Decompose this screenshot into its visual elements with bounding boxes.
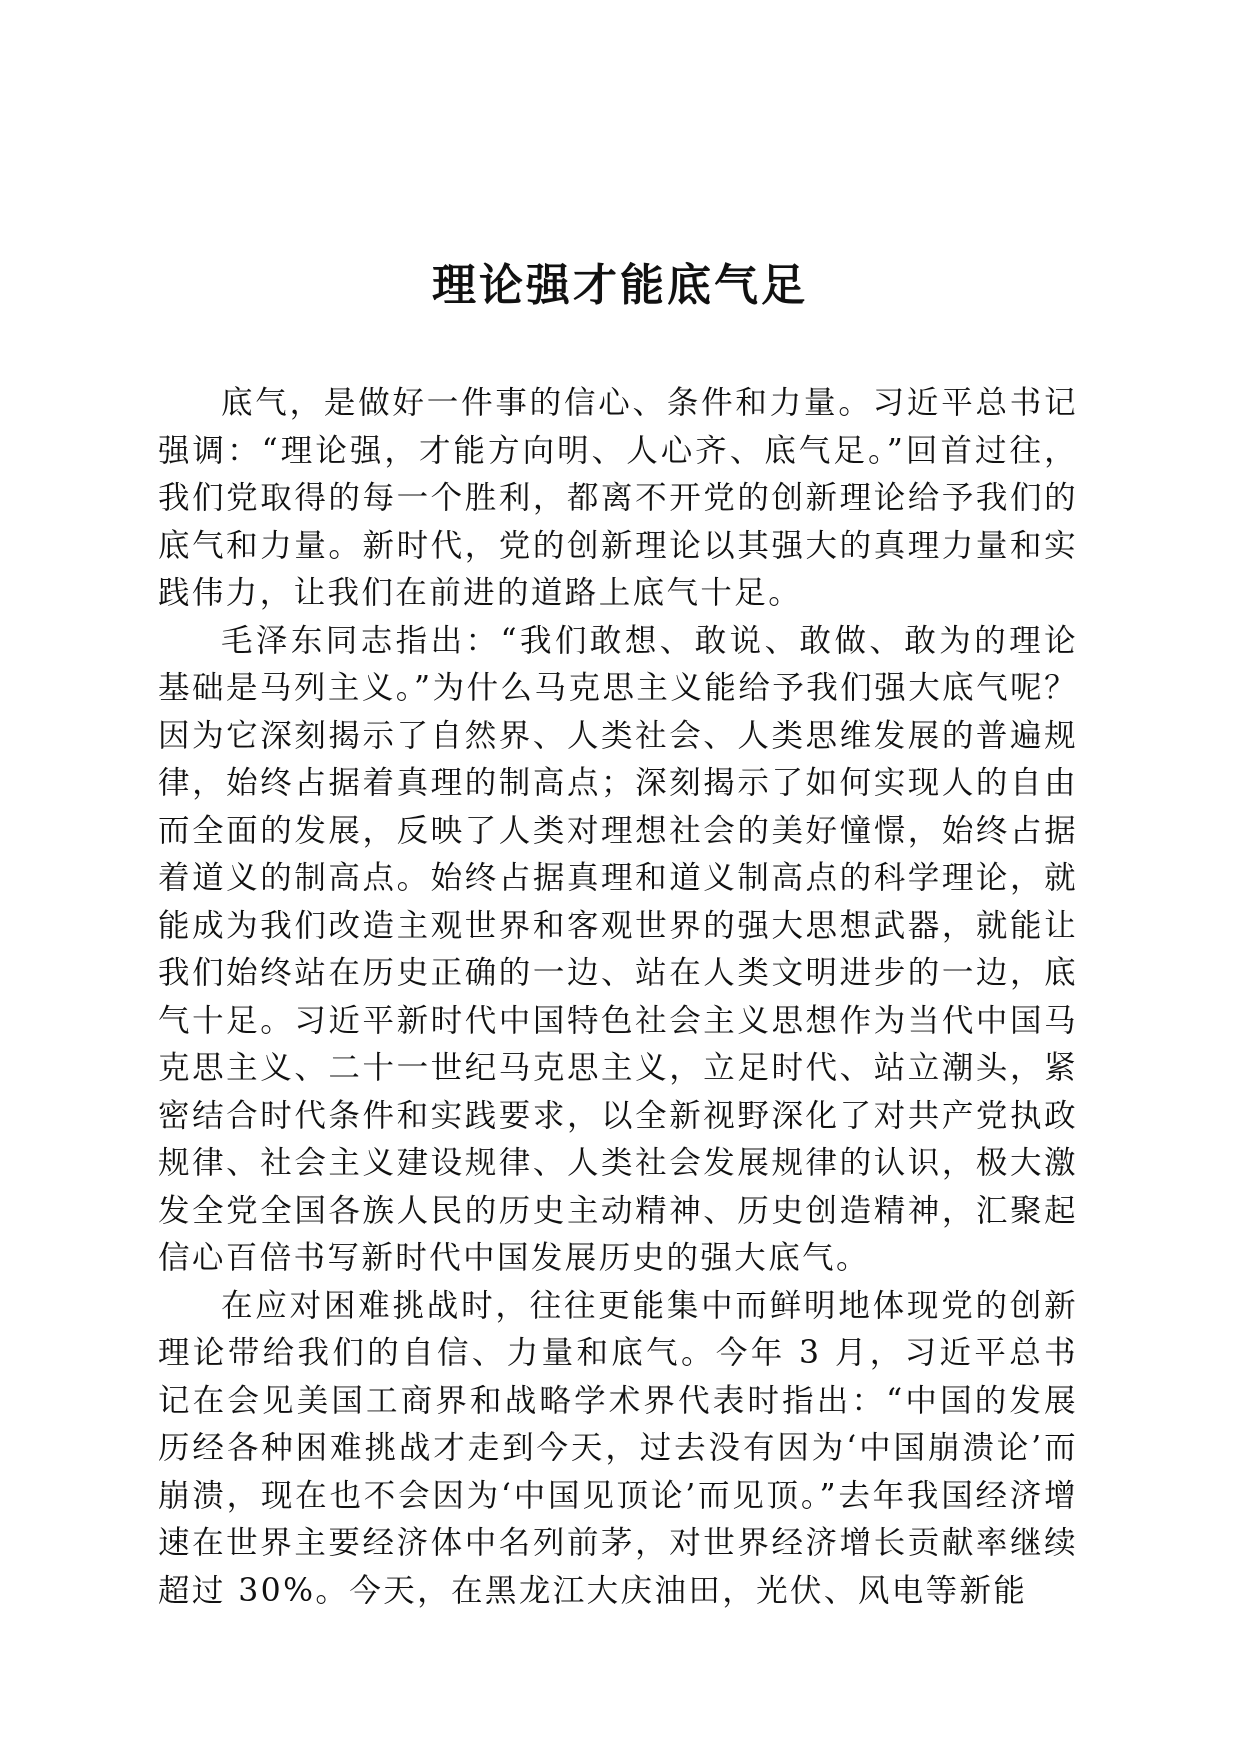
document-title: 理论强才能底气足: [432, 260, 808, 311]
paragraph-1: 底气，是做好一件事的信心、条件和力量。习近平总书记强调：“理论强，才能方向明、人心齐、底气足。”回首过往，我们党取得的每一个胜利，都离不开党的创新理论给予我们的底气和力量。新时代，党的创新理论以其强大的真理力量和实践伟力，让我们在前进的道路上底气十足。: [158, 385, 1078, 611]
document-body: [158, 380, 1078, 1615]
paragraph-2: 毛泽东同志指出：“我们敢想、敢说、敢做、敢为的理论基础是马列主义。”为什么马克思主义能给予我们强大底气呢？因为它深刻揭示了自然界、人类社会、人类思维发展的普遍规律，始终占据着真理的制高点；深刻揭示了如何实现人的自由而全面的发展，反映了人类对理想社会的美好憧憬，始终占据着道义的制高点。始终占据真理和道义制高点的科学理论，就能成为我们改造主观世界和客观世界的强大思想武器，就能让我们始终站在历史正确的一边、站在人类文明进步的一边，底气十足。习近平新时代中国特色社会主义思想作为当代中国马克思主义、二十一世纪马克思主义，立足时代、站立潮头，紧密结合时代条件和实践要求，以全新视野深化了对共产党执政规律、社会主义建设规律、人类社会发展规律的认识，极大激发全党全国各族人民的历史主动精神、历史创造精神，汇聚起信心百倍书写新时代中国发展历史的强大底气。: [158, 622, 1078, 1276]
paragraph-3: 在应对困难挑战时，往往更能集中而鲜明地体现党的创新理论带给我们的自信、力量和底气。今年 3 月，习近平总书记在会见美国工商界和战略学术界代表时指出：“中国的发展历经各种困难挑战才走到今天，过去没有因为‘中国崩溃论’而崩溃，现在也不会因为‘中国见顶论’而见顶。”去年我国经济增速在世界主要经济体中名列前茅，对世界经济增长贡献率继续超过 30%。今天，在黑龙江大庆油田，光伏、风电等新能: [158, 1287, 1078, 1609]
